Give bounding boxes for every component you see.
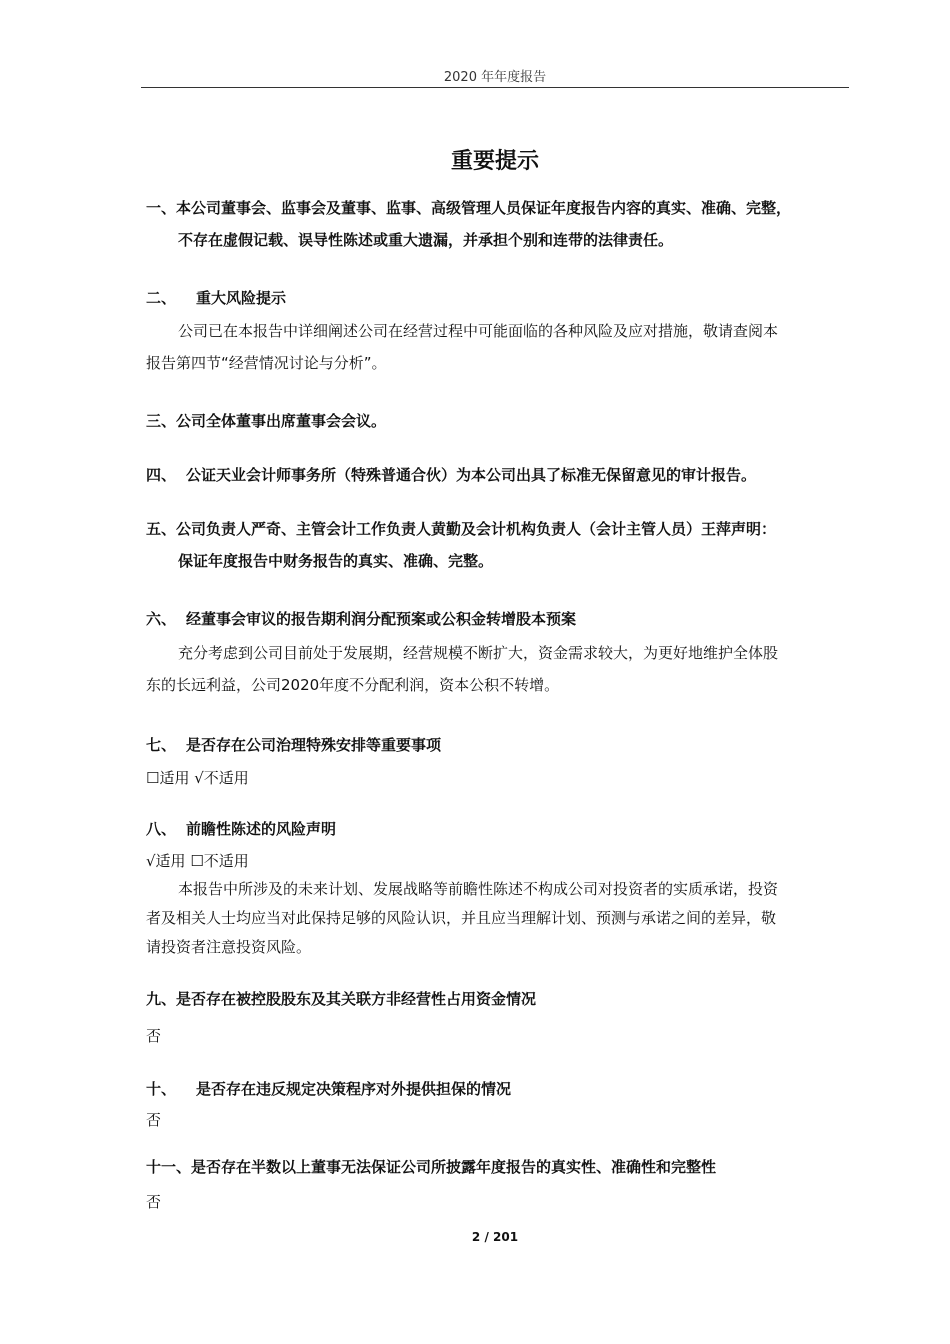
page-title: 重要提示 bbox=[450, 149, 539, 174]
s2-num: 二、 bbox=[146, 289, 177, 307]
s6-line2: 东的长远利益，公司2020年度不分配利润，资本公积不转增。 bbox=[146, 676, 560, 694]
s4-text: 公证天业会计师事务所（特殊普通合伙）为本公司出具了标准无保留意见的审计报告。 bbox=[186, 466, 757, 484]
s10-num: 十、 bbox=[146, 1080, 177, 1098]
s6-num: 六、 bbox=[146, 610, 177, 628]
s8-options: √适用 ☐不适用 bbox=[146, 852, 249, 870]
s7-options: ☐适用 √不适用 bbox=[146, 769, 249, 787]
s7-num: 七、 bbox=[146, 736, 177, 754]
s4-num: 四、 bbox=[146, 466, 177, 484]
s8-num: 八、 bbox=[146, 820, 177, 838]
s2-line1: 公司已在本报告中详细阐述公司在经营过程中可能面临的各种风险及应对措施，敬请查阅本 bbox=[178, 322, 779, 340]
header-rule bbox=[141, 87, 849, 88]
s6-line1: 充分考虑到公司目前处于发展期，经营规模不断扩大，资金需求较大，为更好地维护全体股 bbox=[178, 644, 779, 662]
s2-heading: 重大风险提示 bbox=[196, 289, 287, 307]
s7-heading: 是否存在公司治理特殊安排等重要事项 bbox=[186, 736, 442, 754]
s2-line2: 报告第四节“经营情况讨论与分析”。 bbox=[146, 354, 387, 372]
page-number: 2 / 201 bbox=[471, 1230, 519, 1244]
s3-text: 三、公司全体董事出席董事会会议。 bbox=[146, 412, 387, 430]
s8-line1: 本报告中所涉及的未来计划、发展战略等前瞻性陈述不构成公司对投资者的实质承诺，投资 bbox=[178, 880, 779, 898]
s10-answer: 否 bbox=[146, 1111, 162, 1129]
s8-line2: 者及相关人士均应当对此保持足够的风险认识，并且应当理解计划、预测与承诺之间的差异，敬 bbox=[146, 909, 777, 927]
s5-line1: 五、公司负责人严奇、主管会计工作负责人黄勤及会计机构负责人（会计主管人员）王萍声明： bbox=[146, 520, 777, 538]
s11-heading: 十一、是否存在半数以上董事无法保证公司所披露年度报告的真实性、准确性和完整性 bbox=[146, 1158, 717, 1176]
s1-line2: 不存在虚假记载、误导性陈述或重大遗漏，并承担个别和连带的法律责任。 bbox=[178, 231, 674, 249]
page-header: 2020 年年度报告 bbox=[443, 70, 547, 85]
s9-heading: 九、是否存在被控股股东及其关联方非经营性占用资金情况 bbox=[146, 990, 537, 1008]
s1-line1: 一、本公司董事会、监事会及董事、监事、高级管理人员保证年度报告内容的真实、准确、完整， bbox=[146, 199, 792, 217]
s8-heading: 前瞻性陈述的风险声明 bbox=[186, 820, 337, 838]
s8-line3: 请投资者注意投资风险。 bbox=[146, 938, 312, 956]
s10-heading: 是否存在违反规定决策程序对外提供担保的情况 bbox=[196, 1080, 512, 1098]
s9-answer: 否 bbox=[146, 1027, 162, 1045]
s11-answer: 否 bbox=[146, 1193, 162, 1211]
s6-heading: 经董事会审议的报告期利润分配预案或公积金转增股本预案 bbox=[186, 610, 577, 628]
s5-line2: 保证年度报告中财务报告的真实、准确、完整。 bbox=[178, 552, 494, 570]
